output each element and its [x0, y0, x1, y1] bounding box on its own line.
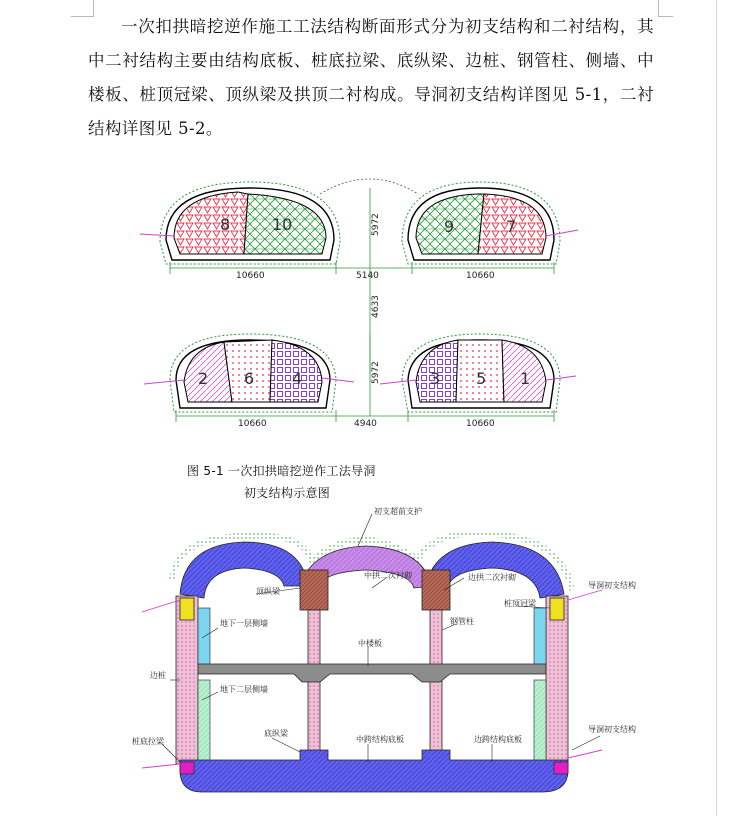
mid-slab — [198, 664, 546, 682]
body-paragraph: 一次扣拱暗挖逆作施工工法结构断面形式分为初支结构和二衬结构，其中二衬结构主要由结构底板、桩底拉梁、底纵梁、边桩、钢管柱、侧墙、中楼板、桩顶冠梁、顶纵梁及拱顶二衬构成。导洞初支结构详图见 5-1，二衬结构详图见 5-2。 — [88, 17, 654, 138]
bottom-slab — [180, 750, 568, 792]
cell-number-9: 9 — [444, 217, 455, 236]
cell-number-2: 2 — [198, 369, 209, 388]
figure-5-1 — [140, 174, 580, 464]
dim-bottom-left: 10660 — [238, 419, 267, 429]
left-pile-bottom-beam — [180, 762, 194, 774]
label-initial-advance: 初支超前支护 — [374, 507, 422, 516]
cell-number-4: 4 — [292, 369, 303, 388]
page-edge — [716, 0, 717, 816]
label-bottom-long-beam: 底纵梁 — [264, 729, 288, 738]
cell-number-10: 10 — [272, 215, 293, 234]
right-side-pile — [546, 596, 568, 764]
bottom-left-cell — [144, 334, 354, 412]
dim-top-left: 10660 — [236, 271, 265, 281]
figure-5-2 — [132, 500, 636, 816]
cell-number-6: 6 — [244, 369, 255, 388]
figure-5-1-caption-line1: 图 5-1 一次扣拱暗挖逆作工法导洞 — [187, 464, 376, 478]
dim-vertical-gap: 4633 — [371, 295, 381, 318]
label-guide-initial-top: 导洞初支结构 — [588, 581, 636, 590]
top-long-beam-left — [300, 570, 328, 610]
steel-column-right — [430, 610, 442, 760]
right-pile-cap — [550, 598, 564, 620]
label-b1-side-wall: 地下一层侧墙 — [220, 619, 268, 628]
cell-number-5: 5 — [476, 369, 487, 388]
top-left-cell — [140, 182, 340, 264]
label-top-long-beam: 顶纵梁 — [256, 587, 280, 596]
right-b2-wall — [534, 680, 546, 764]
label-pile-bottom-beam: 桩底拉梁 — [132, 737, 164, 746]
bottom-right-cell — [380, 334, 576, 412]
cell-number-1: 1 — [520, 369, 531, 388]
label-side-pile: 边桩 — [150, 671, 166, 680]
margin-corner-mark-right — [658, 0, 673, 17]
dim-top-height: 5972 — [371, 213, 381, 236]
dim-bottom-gap: 4940 — [354, 419, 377, 429]
label-side-arch: 边拱二次衬砌 — [468, 573, 516, 582]
right-b1-wall — [534, 608, 546, 670]
cell-number-8: 8 — [220, 215, 231, 234]
figure-5-1-caption-line2: 初支结构示意图 — [244, 486, 331, 500]
connecting-arch — [320, 179, 418, 194]
left-pile-cap — [180, 598, 194, 620]
cell-number-3: 3 — [430, 369, 441, 388]
dim-bottom-right: 10660 — [466, 419, 495, 429]
label-mid-arch: 中拱二次衬砌 — [364, 571, 412, 580]
label-steel-column: 钢管柱 — [450, 617, 474, 626]
top-long-beam-right — [422, 570, 450, 610]
right-pile-bottom-beam — [554, 762, 568, 774]
left-b2-wall — [198, 680, 210, 764]
top-right-cell — [402, 182, 578, 264]
dim-bottom-height: 5972 — [371, 361, 381, 384]
label-guide-initial-bottom: 导洞初支结构 — [588, 725, 636, 734]
cell-number-7: 7 — [506, 217, 517, 236]
label-pile-cap-beam: 桩顶冠梁 — [504, 599, 536, 608]
dim-top-right: 10660 — [466, 271, 495, 281]
label-side-span-bottom: 边跨结构底板 — [474, 735, 522, 744]
dim-top-gap: 5140 — [356, 271, 379, 281]
label-mid-slab: 中楼板 — [358, 639, 382, 648]
label-mid-span-bottom: 中跨结构底板 — [356, 735, 404, 744]
left-b1-wall — [198, 608, 210, 670]
label-b2-side-wall: 地下二层侧墙 — [220, 685, 268, 694]
steel-column-left — [308, 610, 320, 760]
